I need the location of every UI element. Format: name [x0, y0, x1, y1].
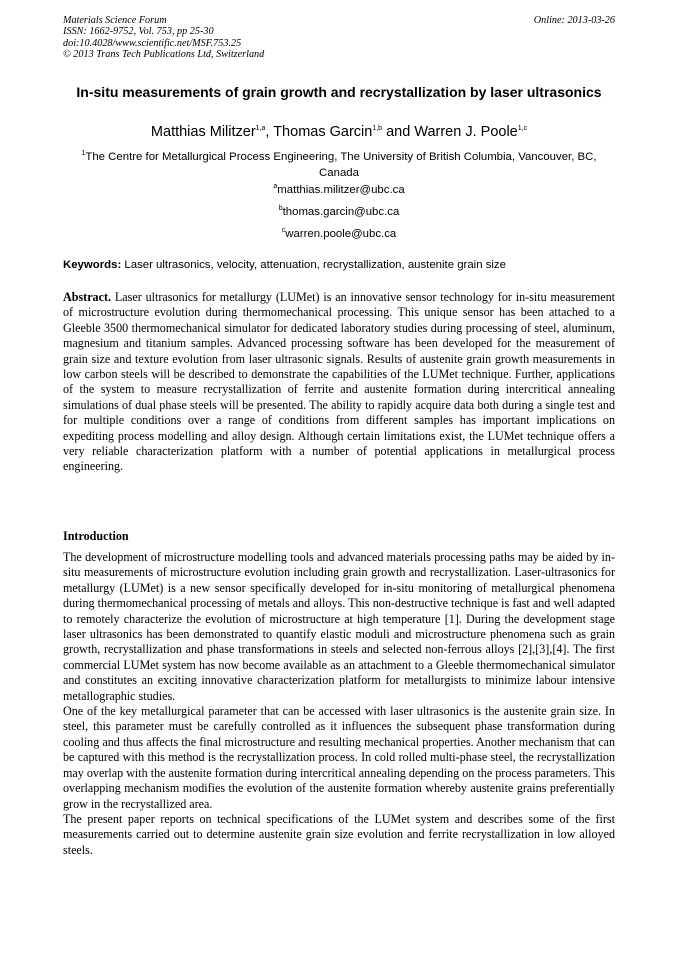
author-list: [63, 123, 615, 141]
introduction-body: [63, 550, 615, 858]
email-mark: a: [273, 183, 278, 191]
abstract-label: Abstract.: [63, 290, 112, 304]
author-email[interactable]: [63, 227, 615, 242]
author-email[interactable]: [63, 183, 615, 198]
affiliation-text: The Centre for Metallurgical Process Engineering, The University of British Columbia, Vancouver, BC, Canada: [85, 151, 597, 179]
doi-line: doi:10.4028/www.scientific.net/MSF.753.25: [63, 37, 242, 49]
copyright-line: © 2013 Trans Tech Publications Ltd, Switzerland: [63, 48, 265, 60]
paragraph: The present paper reports on technical specifications of the LUMet system and describes some of the first measurements carried out to determine austenite grain size evolution and ferrite recrystallization in low alloyed steels.: [63, 811, 615, 857]
issn-line: ISSN: 1662-9752, Vol. 753, pp 25-30: [63, 26, 214, 38]
paragraph: One of the key metallurgical parameter that can be accessed with laser ultrasonics is the austenite grain size. In steel, this parameter must be carefully controlled as it influences the subsequent phase transformation during cooling and thus affects the final microstructure and resulting mechanical properties. Another mechanism that can be captured with this method is the recrystallization process. In cold rolled multi-phase steel, the recrystallization may overlap with the austenite formation during intercritical annealing depending on the process parameters. This overlapping mechanism modifies the evolution of the austenite formation whereby austenite grains preferentially grow in the recrystallized area.: [63, 704, 615, 811]
affiliation-mark: 1: [81, 150, 86, 158]
abstract-text: Laser ultrasonics for metallurgy (LUMet) is an innovative sensor technology for in-situ measurement of microstructure evolution during thermomechanical processing. This unique sensor has been attached to a Gleeble 3500 thermomechanical simulator for dedicated laboratory studies during processing of steel, aluminum, magnesium and titanium samples. Advanced processing software has been developed for the measurement of grain size and texture evolution from laser ultrasonic signals. Results of austenite grain growth measurements in low carbon steels will be described to demonstrate the capabilities of the LUMet technique. Further, applications of the system to measure recrystallization of ferrite and austenite formation during intercritical annealing simulations of dual phase steels will be presented. The ability to rapidly acquire data both during a single test and for multiple conditions over a range of conditions from different samples has important implications on expediting process modelling and alloy design. Although certain limitations exist, the LUMet technique offers a very reliable characterization platform with a number of potential applications in metallurgical process engineering.: [63, 290, 615, 474]
online-date: Online: 2013-03-26: [533, 15, 615, 26]
author-affiliation-mark: 1,b: [372, 125, 383, 133]
keywords: [63, 258, 615, 273]
affiliation: [63, 149, 615, 181]
keywords-text: Laser ultrasonics, velocity, attenuation, recrystallization, austenite grain size: [121, 259, 506, 271]
author-affiliation-mark: 1,c: [517, 125, 528, 133]
author-separator: ,: [265, 124, 274, 140]
author-name: Warren J. Poole: [414, 124, 518, 140]
journal-header: [63, 15, 483, 60]
journal-name: Materials Science Forum: [63, 15, 167, 26]
author-affiliation-mark: 1,a: [255, 125, 266, 133]
paragraph: The development of microstructure modelling tools and advanced materials processing paths may be aided by in-situ measurements of microstructure evolution including grain growth and recrystallization. Laser-ultrasonics for metallurgy (LUMet) is a new sensor specifically developed for in-situ monitoring of metallurgical phenomena during thermomechanical processing of metals and alloys. This non-destructive technique is fast and well adapted to remotely characterize the evolution of microstructure at high temperature [1]. During the development stage laser ultrasonics has been demonstrated to quantify elastic moduli and microstructure phenomena such as grain growth, recrystallization and phase transformations in steels and selected non-ferrous alloys [2],[3],[4]. The first commercial LUMet system has now become available as an attachment to a Gleeble thermomechanical simulator and constitutes an exciting innovative characterization platform for metallurgists to minimize labour intensive metallographic studies.: [63, 550, 615, 703]
email-address[interactable]: matthias.militzer@ubc.ca: [277, 184, 405, 196]
email-address[interactable]: warren.poole@ubc.ca: [285, 228, 397, 240]
email-address[interactable]: thomas.garcin@ubc.ca: [282, 206, 400, 218]
author-email[interactable]: [63, 205, 615, 220]
author-name: Thomas Garcin: [273, 124, 373, 140]
email-mark: b: [278, 205, 283, 213]
keywords-label: Keywords:: [63, 259, 122, 271]
paper-title: In-situ measurements of grain growth and recrystallization by laser ultrasonics: [76, 84, 602, 100]
author-separator: and: [382, 124, 415, 140]
abstract: [63, 290, 615, 475]
email-mark: c: [281, 227, 286, 235]
section-heading-introduction: Introduction: [63, 529, 129, 543]
author-name: Matthias Militzer: [150, 124, 256, 140]
